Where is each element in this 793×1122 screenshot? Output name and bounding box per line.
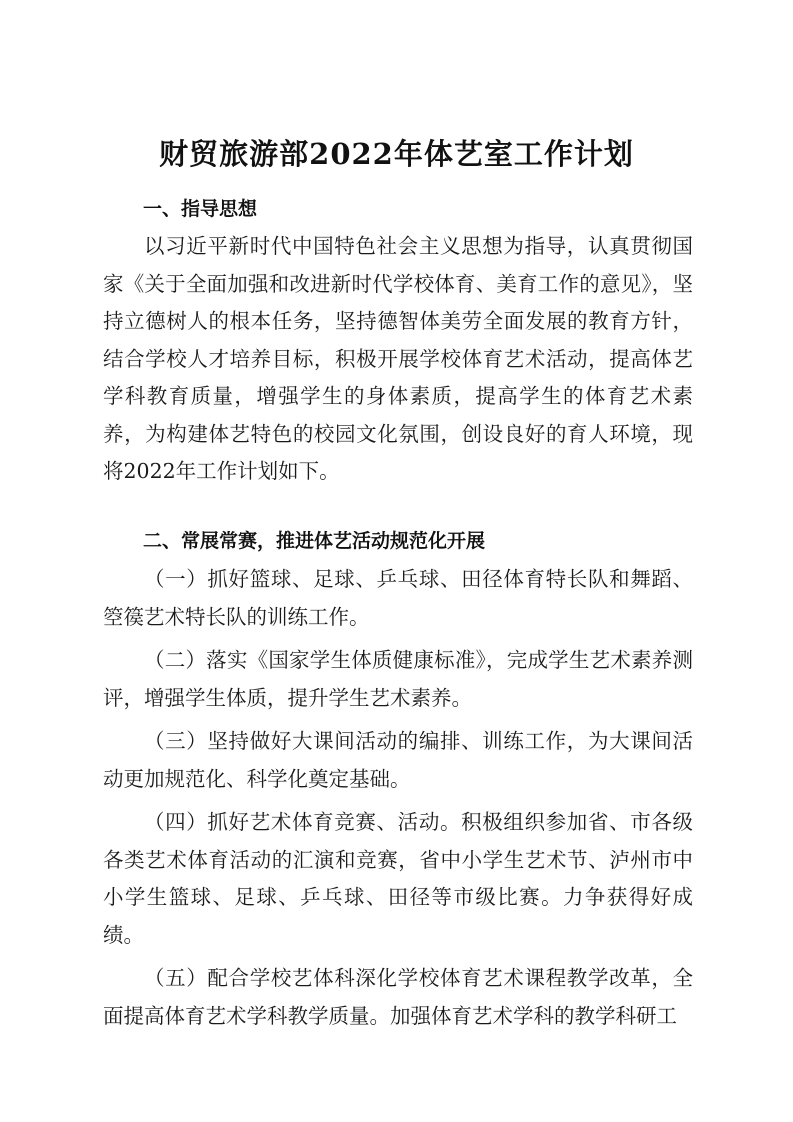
list-item: （四）抓好艺术体育竞赛、活动。积极组织参加省、市各级各类艺术体育活动的汇演和竞赛，省中小学生艺术节、泸州市中小学生篮球、足球、乒乓球、田径等市级比赛。力争获得好成绩。 — [103, 810, 693, 947]
document-title: 财贸旅游部2022年体艺室工作计划 — [159, 137, 634, 171]
list-item: （五）配合学校艺体科深化学校体育艺术课程教学改革，全面提高体育艺术学科教学质量。加强体育艺术学科的教学科研工 — [103, 966, 693, 1028]
list-item: （一）抓好篮球、足球、乒乓球、田径体育特长队和舞蹈、箜篌艺术特长队的训练工作。 — [103, 567, 693, 629]
section-body-activities — [103, 561, 693, 1035]
section-body-guiding-ideology — [103, 228, 693, 491]
section-heading-guiding-ideology: 一、指导思想 — [143, 198, 258, 220]
section-heading-activities: 二、常展常赛，推进体艺活动规范化开展 — [143, 530, 486, 552]
list-item: （三）坚持做好大课间活动的编排、训练工作，为大课间活动更加规范化、科学化奠定基础。 — [103, 729, 693, 791]
paragraph: 以习近平新时代中国特色社会主义思想为指导，认真贯彻国家《关于全面加强和改进新时代学校体育、美育工作的意见》，坚持立德树人的根本任务，坚持德智体美劳全面发展的教育方针，结合学校人才培养目标，积极开展学校体育艺术活动，提高体艺学科教育质量，增强学生的身体素质，提高学生的体育艺术素养，为构建体艺特色的校园文化氛围，创设良好的育人环境，现将2022年工作计划如下。 — [103, 234, 693, 483]
list-item: （二）落实《国家学生体质健康标准》，完成学生艺术素养测评，增强学生体质，提升学生艺术素养。 — [103, 648, 693, 710]
